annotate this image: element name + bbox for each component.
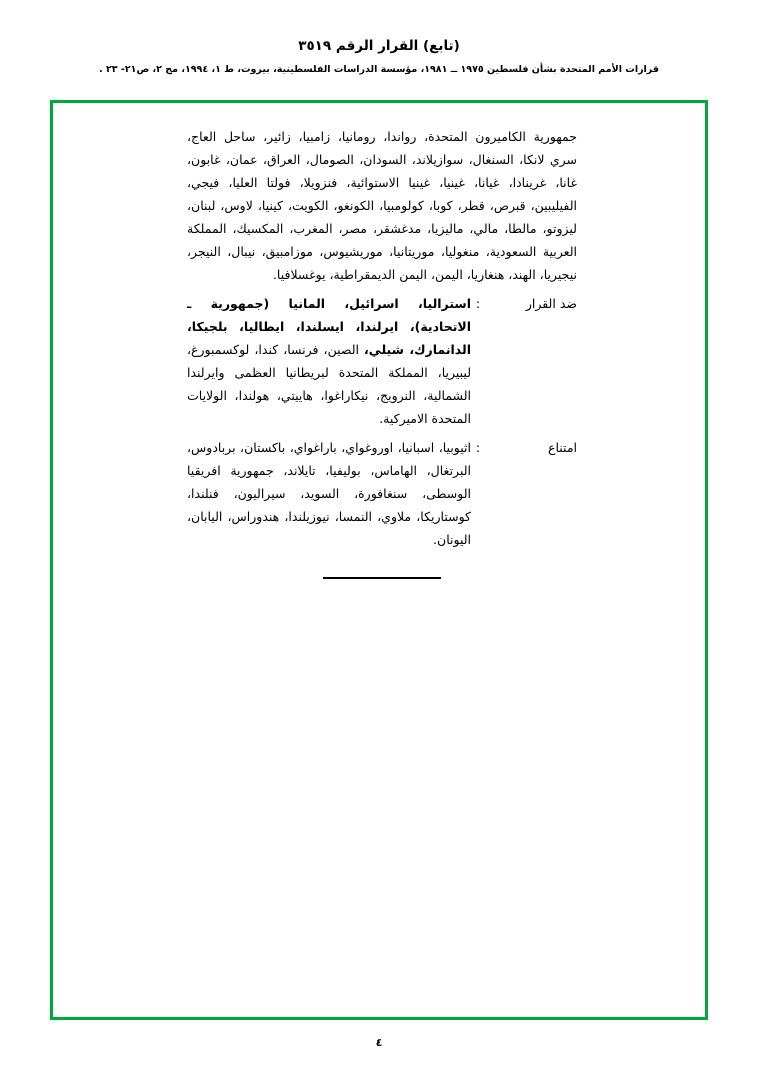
continued-country-list: جمهورية الكاميرون المتحدة، رواندا، رومانيا، زامبيا، زائير، ساحل العاج، سري لانكا، السنغال، سوازيلاند، السودان، الصومال، العراق، عمان، غابون، غانا، غرينادا، غيانا، غينيا، غينيا الاستوائية، فنزويلا، فولتا العليا، فيجي، الفيليبين، قبرص، قطر، كوبا، كولومبيا، الكونغو، الكويت، كينيا، لاوس، لبنان، ليزوتو، مالطا، مالي، ماليزيا، مدغشقر، مصر، المغرب، المكسيك، المملكة العربية السعودية، منغوليا، موريتانيا، موريشيوس، موزامبيق، نيبال، النيجر، نيجيريا، الهند، هنغاريا، اليمن، اليمن الديمقراطية، يوغسلافيا. <box>187 129 577 282</box>
content-frame <box>50 100 708 1020</box>
vote-against-list <box>187 292 471 430</box>
vote-against-list-bold: استراليا، اسرائيل، المانيا (جمهورية ـ الاتحادية)، ايرلندا، ايسلندا، ايطاليا، بلجيكا، الدانمارك، شيلي، <box>187 296 471 357</box>
document-subtitle: قرارات الأمم المتحدة بشأن فلسطين ١٩٧٥ ــ ١٩٨١، مؤسسة الدراسات الفلسطينية، بيروت، ط ١، ١٩٩٤، مج ٢، ص٢١- ٢٣ . <box>99 64 659 75</box>
vote-against-block <box>187 292 577 430</box>
vote-abstain-colon: : <box>475 440 481 455</box>
vote-abstain-label <box>485 436 577 459</box>
vote-abstain-label-text: امتناع <box>548 440 577 455</box>
vote-against-label <box>485 292 577 315</box>
vote-against-colon: : <box>475 296 481 311</box>
section-divider <box>323 577 441 579</box>
document-title: (تابع) القرار الرقم ٣٥١٩ <box>298 38 460 54</box>
page-header <box>0 0 758 75</box>
vote-against-label-text: ضد القرار <box>525 296 577 311</box>
vote-against-list-rest: الصين، فرنسا، كندا، لوكسمبورغ، ليبيريا، المملكة المتحدة لبريطانيا العظمى وايرلندا الشمالية، النرويج، نيكاراغوا، هاييتي، هولندا، الولايات المتحدة الاميركية. <box>187 342 471 426</box>
document-body <box>187 125 577 579</box>
vote-abstain-list: اثيوبيا، اسبانيا، اوروغواي، باراغواي، باكستان، بربادوس، البرتغال، الهاماس، بوليفيا، تايلاند، جمهورية افريقيا الوسطى، سنغافورة، السويد، سيراليون، فنلندا، كوستاريكا، ملاوي، النمسا، نيوزيلندا، هندوراس، اليابان، اليونان. <box>187 440 471 547</box>
vote-abstain-block <box>187 436 577 551</box>
page-number: ٤ <box>375 1036 383 1049</box>
